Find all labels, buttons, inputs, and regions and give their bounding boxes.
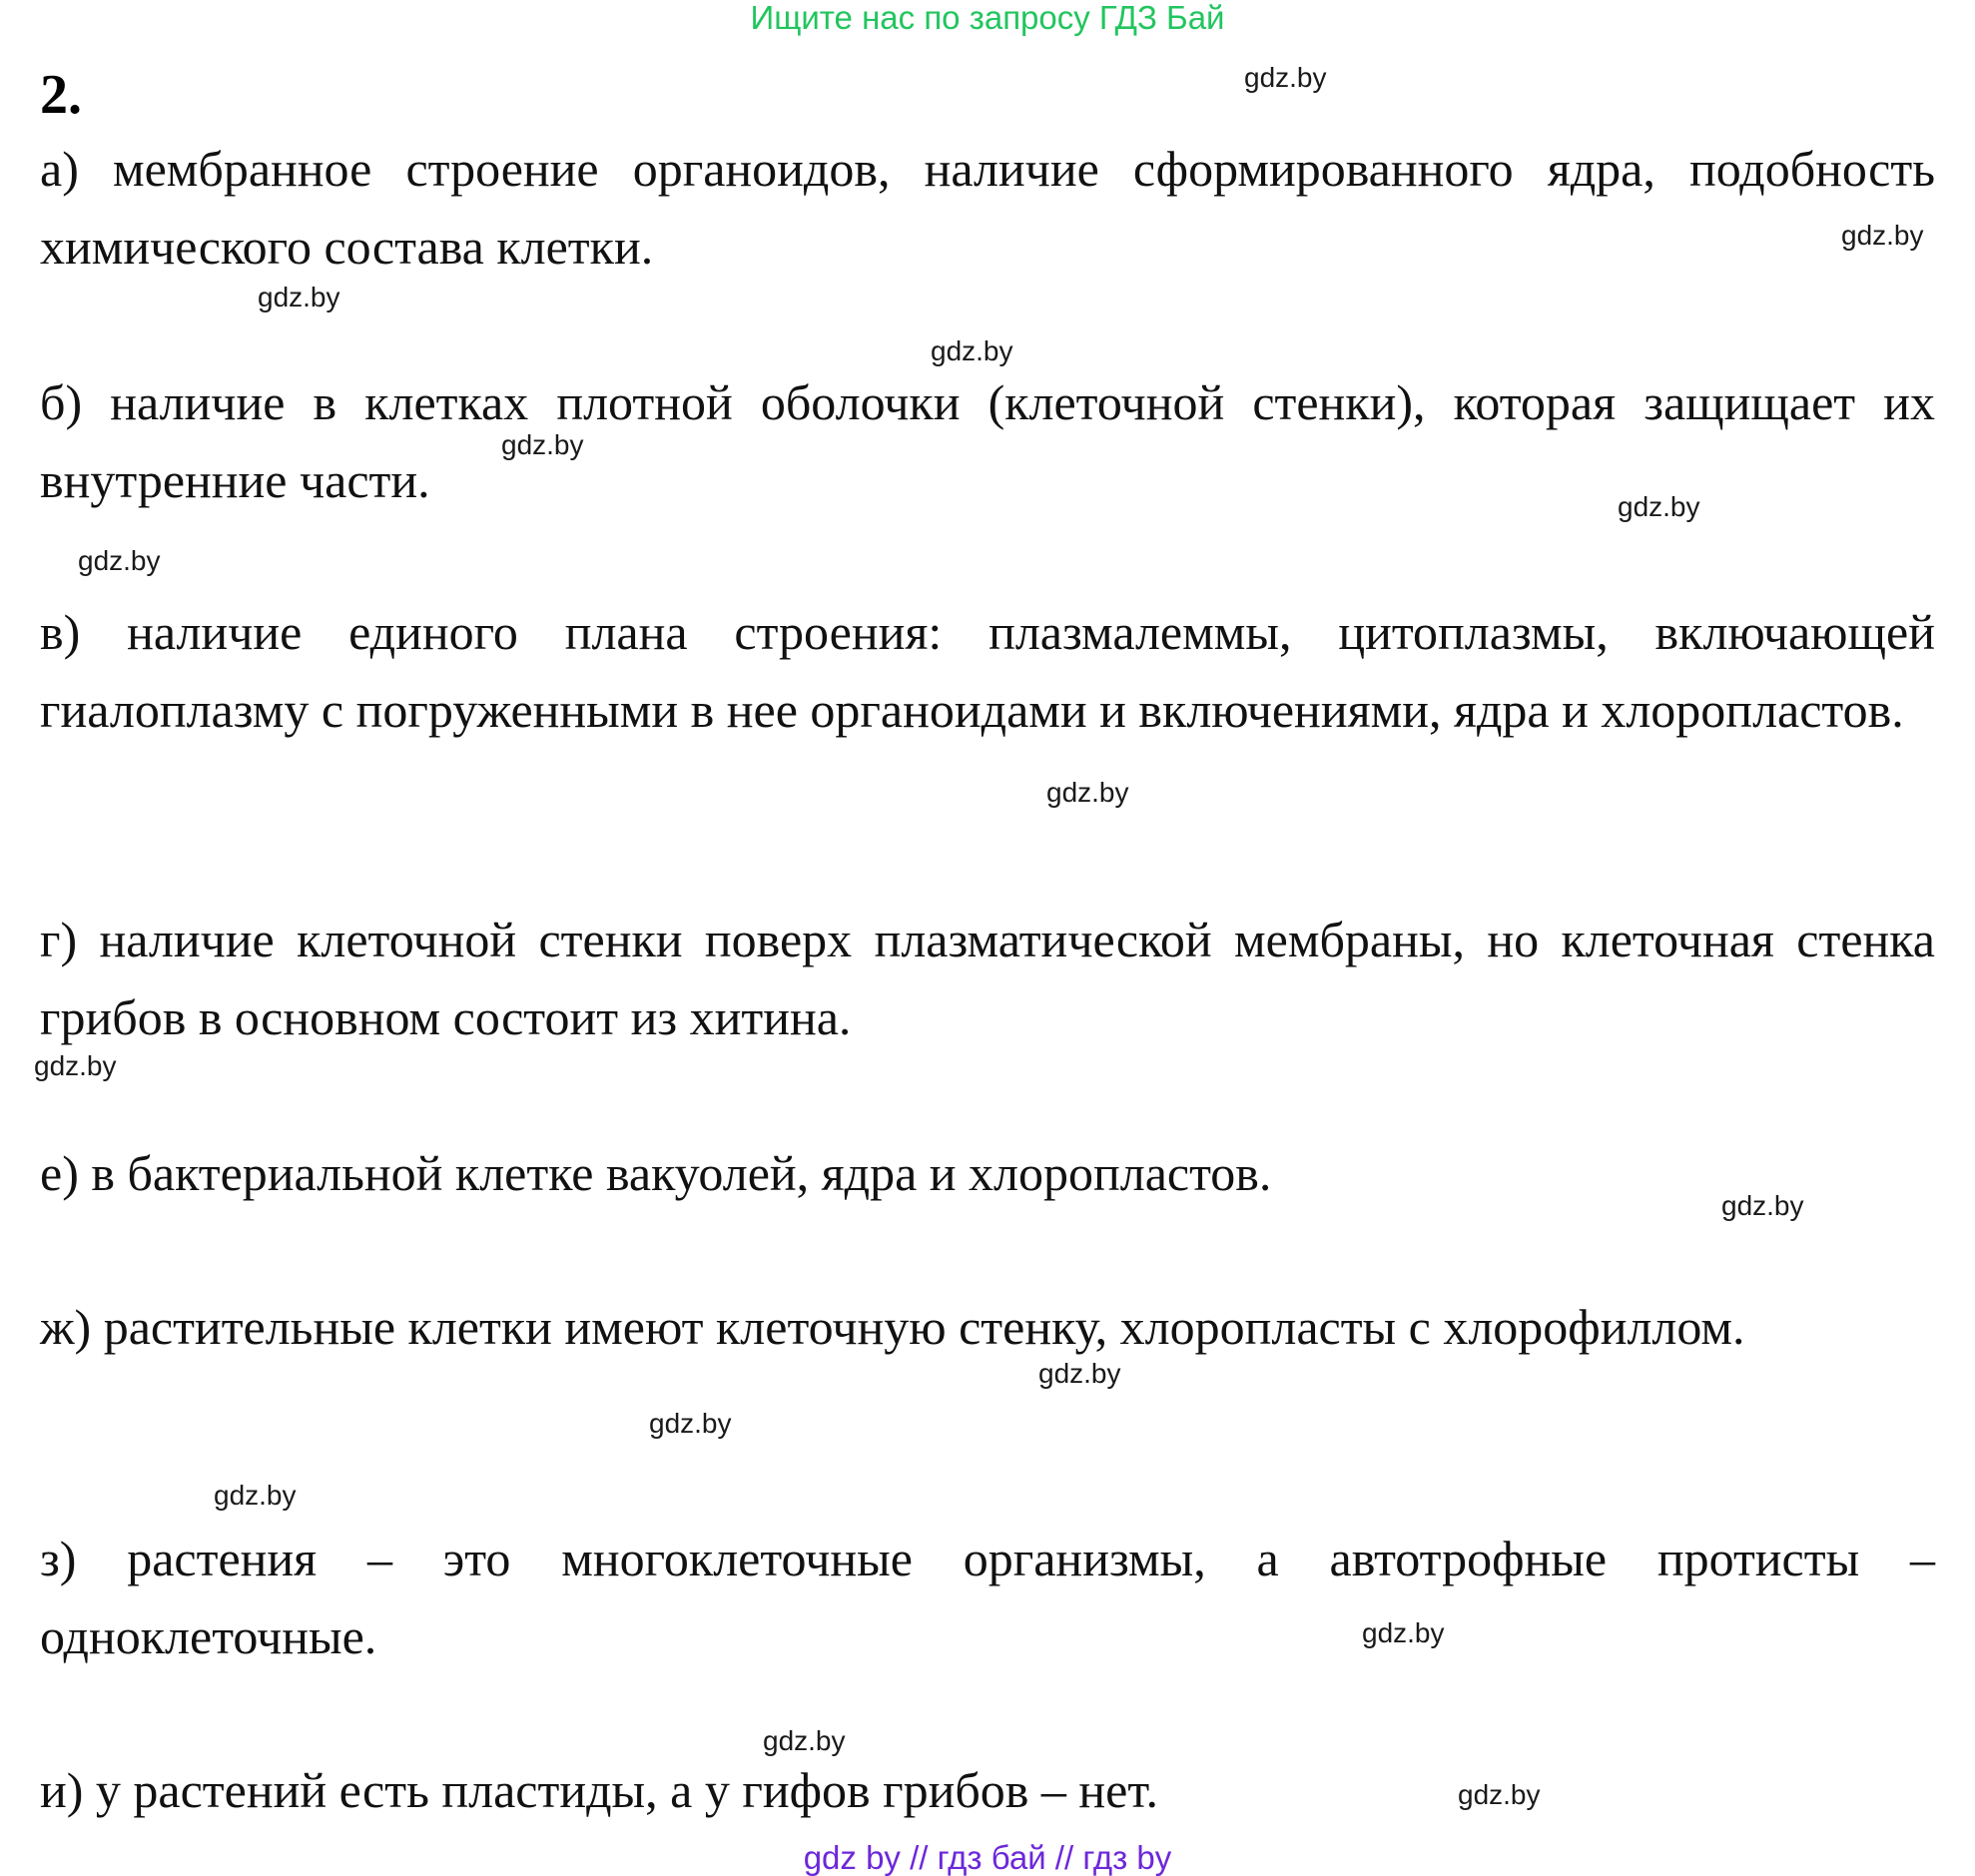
answer-e: е) в бактериальной клетке вакуолей, ядра и хлоропластов. — [40, 1145, 1272, 1201]
answer-g: г) наличие клеточной стенки поверх плазматической мембраны, но клеточная стенка грибов в основном состоит из хитина. — [40, 912, 1935, 1045]
watermark: gdz.by — [214, 1480, 297, 1511]
watermark: gdz.by — [1618, 491, 1700, 522]
watermark: gdz.by — [931, 335, 1013, 366]
watermark: gdz.by — [258, 282, 340, 313]
top-banner: Ищите нас по запросу ГДЗ Бай — [750, 0, 1225, 36]
watermark: gdz.by — [501, 429, 584, 460]
watermark: gdz.by — [1362, 1617, 1445, 1648]
watermark: gdz.by — [1458, 1779, 1541, 1810]
answer-z: з) растения – это многоклеточные организмы, а автотрофные протисты – одноклеточные. — [40, 1531, 1935, 1664]
watermark: gdz.by — [1046, 777, 1129, 808]
answer-i: и) у растений есть пластиды, а у гифов грибов – нет. — [40, 1762, 1158, 1818]
watermark: gdz.by — [78, 545, 161, 576]
watermark: gdz.by — [1841, 220, 1924, 251]
watermark: gdz.by — [34, 1050, 117, 1081]
task-number: 2. — [40, 64, 82, 126]
answer-v: в) наличие единого плана строения: плазмалеммы, цитоплазмы, включающей гиалоплазму с погруженными в нее органоидами и включениями, ядра и хлоропластов. — [40, 604, 1935, 738]
answer-b: б) наличие в клетках плотной оболочки (клеточной стенки), которая защищает их внутренние части. — [40, 374, 1935, 508]
watermark: gdz.by — [763, 1725, 846, 1756]
watermark: gdz.by — [649, 1408, 732, 1439]
watermark: gdz.by — [1721, 1190, 1804, 1221]
answer-a: а) мембранное строение органоидов, наличие сформированного ядра, подобность химического состава клетки. — [40, 141, 1935, 275]
footer-watermark: gdz by // гдз бай // гдз by — [803, 1839, 1172, 1876]
watermark: gdz.by — [1244, 62, 1327, 93]
answer-zh: ж) растительные клетки имеют клеточную стенку, хлоропласты с хлорофиллом. — [40, 1299, 1745, 1355]
watermark: gdz.by — [1038, 1358, 1121, 1389]
